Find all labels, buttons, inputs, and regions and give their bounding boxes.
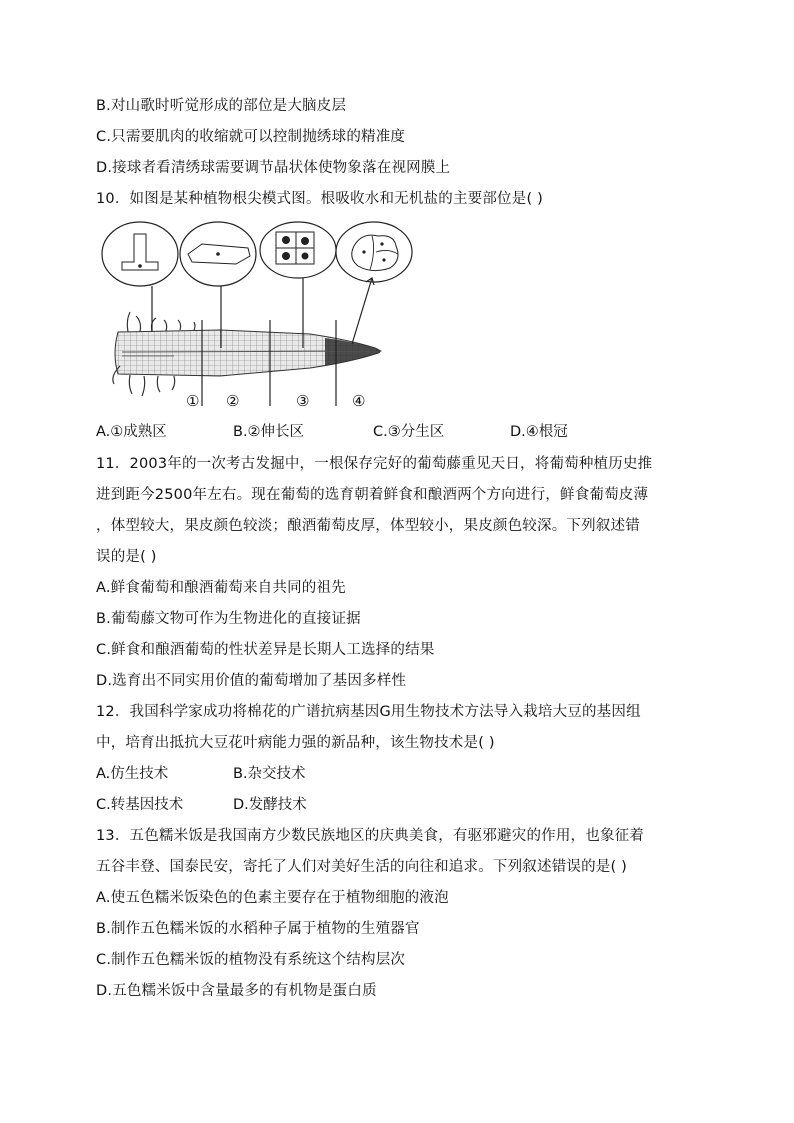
cell-inset-1 [102, 222, 178, 286]
q11-option-d: D.选育出不同实用价值的葡萄增加了基因多样性 [96, 673, 407, 689]
q10-options [96, 422, 696, 442]
q11-stem-line-4: 误的是( ) [96, 549, 157, 565]
q13-option-a: A.使五色糯米饭染色的色素主要存在于植物细胞的液泡 [96, 890, 449, 906]
label-3: ③ [296, 392, 310, 410]
q12-option-b: B.杂交技术 [233, 766, 306, 782]
q9-option-c: C.只需要肌肉的收缩就可以控制抛绣球的精准度 [96, 129, 406, 145]
root-body [115, 330, 382, 376]
label-1: ① [186, 392, 200, 410]
q13-option-d: D.五色糯米饭中含量最多的有机物是蛋白质 [96, 983, 377, 999]
cell-inset-3 [260, 222, 336, 278]
q13-option-c: C.制作五色糯米饭的植物没有系统这个结构层次 [96, 952, 406, 968]
label-4: ④ [352, 392, 366, 410]
q11-option-b: B.葡萄藤文物可作为生物进化的直接证据 [96, 611, 361, 627]
q13-stem-line-1: 13．五色糯米饭是我国南方少数民族地区的庆典美食，有驱邪避灾的作用，也象征着 [96, 828, 645, 844]
q10-option-c: C.③分生区 [373, 424, 445, 440]
q12-option-c: C.转基因技术 [96, 797, 184, 813]
q10-stem: 10．如图是某种植物根尖模式图。根吸收水和无机盐的主要部位是( ) [96, 191, 543, 207]
q12-options-row-1 [96, 764, 496, 784]
q11-stem-line-3: ，体型较大，果皮颜色较淡；酿酒葡萄皮厚，体型较小，果皮颜色较深。下列叙述错 [96, 518, 640, 534]
q11-option-a: A.鲜食葡萄和酿酒葡萄来自共同的祖先 [96, 580, 346, 596]
q11-option-c: C.鲜食和酿酒葡萄的性状差异是长期人工选择的结果 [96, 642, 435, 658]
q10-option-b: B.②伸长区 [233, 424, 305, 440]
q13-option-b: B.制作五色糯米饭的水稻种子属于植物的生殖器官 [96, 921, 420, 937]
q10-option-a: A.①成熟区 [96, 424, 167, 440]
q12-stem-line-1: 12．我国科学家成功将棉花的广谱抗病基因G用生物技术方法导入栽培大豆的基因组 [96, 704, 641, 720]
root-tip-diagram [100, 220, 420, 416]
q13-stem-line-2: 五谷丰登、国泰民安，寄托了人们对美好生活的向往和追求。下列叙述错误的是( ) [96, 859, 628, 875]
cell-inset-4 [336, 222, 412, 282]
q11-stem-line-1: 11．2003年的一次考古发掘中，一根保存完好的葡萄藤重见天日，将葡萄种植历史推 [96, 456, 653, 472]
q12-options-row-2 [96, 795, 496, 815]
q10-option-d: D.④根冠 [510, 424, 568, 440]
cell-inset-2 [180, 222, 256, 286]
q9-option-d: D.接球者看清绣球需要调节晶状体使物象落在视网膜上 [96, 160, 451, 176]
label-2: ② [226, 392, 240, 410]
q11-stem-line-2: 进到距今2500年左右。现在葡萄的选育朝着鲜食和酿酒两个方向进行，鲜食葡萄皮薄 [96, 487, 649, 503]
q12-option-d: D.发酵技术 [233, 797, 307, 813]
q12-stem-line-2: 中，培育出抵抗大豆花叶病能力强的新品种，该生物技术是( ) [96, 735, 495, 751]
q9-option-b: B.对山歌时听觉形成的部位是大脑皮层 [96, 98, 347, 114]
q12-option-a: A.仿生技术 [96, 766, 169, 782]
root-tip-svg [100, 220, 420, 416]
